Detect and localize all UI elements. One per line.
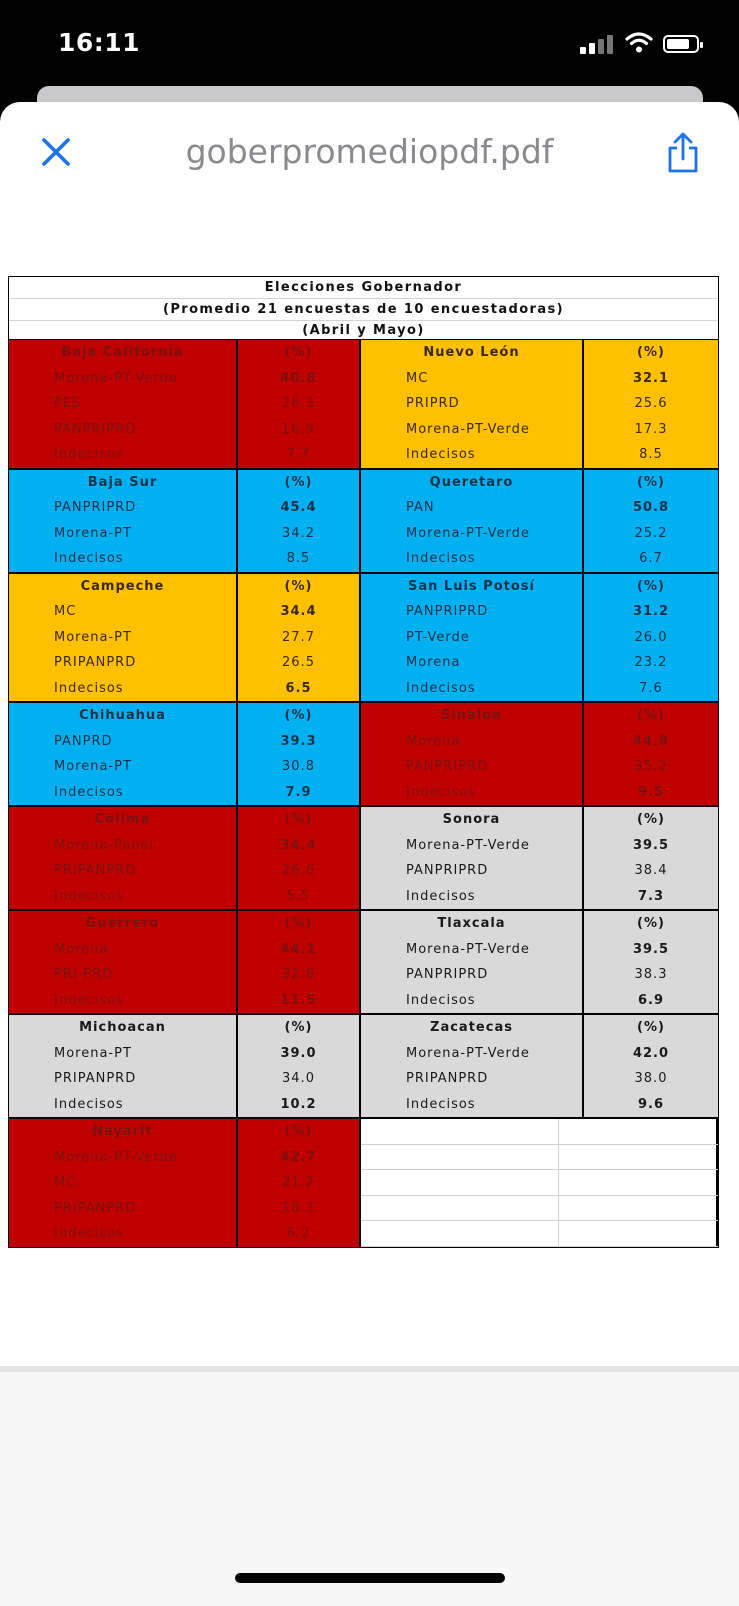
state-header-row bbox=[361, 911, 718, 937]
status-bar bbox=[0, 0, 739, 92]
percent-header: (%) bbox=[637, 708, 665, 723]
party-value: 6.7 bbox=[639, 551, 663, 566]
party-value: 18.3 bbox=[238, 1196, 361, 1222]
share-icon[interactable] bbox=[666, 132, 700, 174]
state-header-row bbox=[9, 574, 361, 600]
table-grid bbox=[9, 339, 718, 1247]
state-name: Nayarit bbox=[9, 1119, 238, 1145]
party-value: 44.8 bbox=[632, 733, 670, 749]
table-row bbox=[361, 676, 718, 702]
empty-row bbox=[361, 1145, 718, 1171]
table-row bbox=[9, 625, 361, 651]
election-table bbox=[8, 276, 719, 1248]
table-row bbox=[361, 599, 718, 625]
party-name: PANPRIPRD bbox=[361, 858, 584, 884]
percent-header: (%) bbox=[637, 578, 665, 594]
empty-cell bbox=[361, 1221, 559, 1246]
party-value: 38.4 bbox=[634, 863, 668, 878]
party-value: 34.0 bbox=[238, 1066, 361, 1092]
party-name: PANPRIPRD bbox=[9, 417, 238, 443]
state-header-row bbox=[9, 1119, 361, 1145]
party-value: 38.3 bbox=[634, 967, 668, 982]
table-row bbox=[9, 442, 361, 468]
table-subtitle: (Promedio 21 encuestas de 10 encuestadoras) bbox=[9, 299, 718, 321]
party-value: 31.2 bbox=[632, 604, 670, 619]
party-name: Indecisos bbox=[9, 1221, 238, 1247]
party-name: PT-Verde bbox=[361, 625, 584, 651]
party-name: Morena-PT bbox=[9, 625, 238, 651]
percent-header: (%) bbox=[637, 916, 665, 931]
party-name: Indecisos bbox=[9, 988, 238, 1014]
party-value: 9.6 bbox=[637, 1096, 665, 1112]
table-row bbox=[361, 546, 718, 572]
table-row bbox=[9, 417, 361, 443]
table-row bbox=[9, 495, 361, 521]
party-name: MC bbox=[361, 366, 584, 392]
party-name: Morena-PT bbox=[9, 1041, 238, 1067]
state-block bbox=[9, 1015, 361, 1119]
party-value: 6.9 bbox=[637, 992, 665, 1008]
state-header-row bbox=[361, 703, 718, 729]
state-name: Queretaro bbox=[361, 470, 584, 496]
party-value: 34.2 bbox=[238, 521, 361, 547]
table-row bbox=[361, 366, 718, 392]
state-name: Sonora bbox=[361, 807, 584, 833]
table-row bbox=[9, 366, 361, 392]
party-name: Indecisos bbox=[9, 884, 238, 910]
party-name: Indecisos bbox=[361, 1092, 584, 1118]
empty-cell bbox=[559, 1145, 718, 1170]
signal-icon bbox=[580, 34, 616, 54]
state-block bbox=[361, 1015, 718, 1119]
party-value: 10.2 bbox=[238, 1092, 361, 1118]
party-value: 50.8 bbox=[632, 500, 670, 515]
table-row bbox=[9, 1221, 361, 1247]
table-row bbox=[9, 1196, 361, 1222]
party-name: PRIPRD bbox=[361, 391, 584, 417]
party-value: 39.5 bbox=[632, 837, 670, 853]
status-time: 16:11 bbox=[58, 28, 141, 57]
party-name: PRIPANPRD bbox=[9, 1196, 238, 1222]
table-row bbox=[361, 1041, 718, 1067]
table-row bbox=[361, 521, 718, 547]
party-value: 40.8 bbox=[238, 366, 361, 392]
party-name: Indecisos bbox=[9, 1092, 238, 1118]
party-name: PRIPANPRD bbox=[9, 650, 238, 676]
party-name: Morena-Panal bbox=[9, 833, 238, 859]
party-name: Morena bbox=[9, 937, 238, 963]
table-row bbox=[9, 391, 361, 417]
state-name: Michoacan bbox=[9, 1015, 238, 1041]
right-column bbox=[361, 340, 718, 1247]
state-name: Campeche bbox=[9, 574, 238, 600]
state-header-row bbox=[361, 340, 718, 366]
state-name: Baja Sur bbox=[9, 470, 238, 496]
table-title: Elecciones Gobernador bbox=[9, 277, 718, 299]
party-value: 25.2 bbox=[634, 525, 668, 541]
party-value: 6.2 bbox=[238, 1221, 361, 1247]
empty-cell bbox=[361, 1145, 559, 1170]
party-value: 32.1 bbox=[632, 370, 670, 386]
party-name: PRI-PRD bbox=[9, 962, 238, 988]
table-row bbox=[361, 1092, 718, 1118]
state-name: Guerrero bbox=[9, 911, 238, 937]
party-name: Indecisos bbox=[361, 988, 584, 1014]
party-value: 26.5 bbox=[238, 650, 361, 676]
party-name: Indecisos bbox=[9, 780, 238, 806]
party-name: PANPRIPRD bbox=[9, 495, 238, 521]
state-block bbox=[9, 1119, 361, 1247]
table-row bbox=[361, 729, 718, 755]
percent-header: (%) bbox=[238, 911, 361, 937]
party-value: 34.4 bbox=[238, 599, 361, 625]
state-header-row bbox=[361, 807, 718, 833]
table-row bbox=[9, 1092, 361, 1118]
table-row bbox=[361, 442, 718, 468]
table-row bbox=[9, 1041, 361, 1067]
state-header-row bbox=[9, 340, 361, 366]
table-row bbox=[9, 780, 361, 806]
party-value: 16.9 bbox=[238, 417, 361, 443]
state-block bbox=[361, 807, 718, 911]
table-row bbox=[361, 1066, 718, 1092]
party-name: Morena-PT-Verde bbox=[361, 937, 584, 963]
empty-cell bbox=[361, 1196, 559, 1221]
empty-cell bbox=[361, 1119, 559, 1144]
table-row bbox=[9, 676, 361, 702]
state-name: Tlaxcala bbox=[361, 911, 584, 937]
party-value: 39.0 bbox=[238, 1041, 361, 1067]
table-row bbox=[9, 833, 361, 859]
party-value: 26.3 bbox=[238, 391, 361, 417]
table-row bbox=[9, 1170, 361, 1196]
state-name: Zacatecas bbox=[361, 1015, 584, 1041]
table-row bbox=[9, 884, 361, 910]
percent-header: (%) bbox=[238, 470, 361, 496]
table-row bbox=[361, 391, 718, 417]
party-value: 6.5 bbox=[238, 676, 361, 702]
table-row bbox=[361, 858, 718, 884]
state-name: Sinaloa bbox=[361, 703, 584, 729]
party-value: 35.2 bbox=[634, 759, 668, 774]
bottom-toolbar bbox=[0, 1366, 739, 1606]
state-header-row bbox=[9, 1015, 361, 1041]
table-row bbox=[9, 650, 361, 676]
empty-row bbox=[361, 1196, 718, 1222]
party-name: MC bbox=[9, 599, 238, 625]
state-header-row bbox=[361, 574, 718, 600]
party-name: PAN bbox=[361, 495, 584, 521]
state-header-row bbox=[9, 470, 361, 496]
home-indicator[interactable] bbox=[235, 1573, 505, 1583]
party-value: 17.3 bbox=[634, 421, 668, 437]
state-block bbox=[361, 703, 718, 807]
battery-icon bbox=[663, 35, 699, 53]
wifi-icon bbox=[625, 30, 653, 54]
empty-block bbox=[361, 1119, 718, 1247]
state-header-row bbox=[9, 807, 361, 833]
table-row bbox=[9, 1145, 361, 1171]
party-name: PRIPANPRD bbox=[361, 1066, 584, 1092]
party-value: 7.3 bbox=[637, 888, 665, 904]
party-value: 7.6 bbox=[639, 680, 663, 696]
party-name: PANPRD bbox=[9, 729, 238, 755]
percent-header: (%) bbox=[637, 474, 665, 490]
party-name: Indecisos bbox=[9, 676, 238, 702]
party-value: 23.2 bbox=[634, 655, 668, 670]
table-row bbox=[361, 833, 718, 859]
table-row bbox=[361, 884, 718, 910]
party-name: Morena-PT bbox=[9, 754, 238, 780]
empty-cell bbox=[361, 1170, 559, 1195]
table-row bbox=[361, 625, 718, 651]
state-block bbox=[9, 340, 361, 470]
empty-row bbox=[361, 1170, 718, 1196]
party-value: 8.5 bbox=[639, 447, 663, 462]
party-value: 7.7 bbox=[238, 442, 361, 468]
state-header-row bbox=[361, 1015, 718, 1041]
party-name: PES bbox=[9, 391, 238, 417]
party-name: Morena-PT-Verde bbox=[361, 417, 584, 443]
empty-row bbox=[361, 1119, 718, 1145]
party-value: 42.0 bbox=[632, 1045, 670, 1061]
table-row bbox=[9, 988, 361, 1014]
table-row bbox=[9, 599, 361, 625]
state-block bbox=[361, 470, 718, 574]
percent-header: (%) bbox=[637, 1020, 665, 1035]
state-block bbox=[9, 470, 361, 574]
party-name: Indecisos bbox=[9, 442, 238, 468]
table-period: (Abril y Mayo) bbox=[302, 323, 425, 338]
state-block bbox=[361, 911, 718, 1015]
party-name: PRIPANPRD bbox=[9, 1066, 238, 1092]
empty-cell bbox=[559, 1221, 718, 1246]
table-row bbox=[9, 754, 361, 780]
state-header-row bbox=[9, 703, 361, 729]
party-name: PRIPANPRD bbox=[9, 858, 238, 884]
party-value: 32.8 bbox=[238, 962, 361, 988]
table-row bbox=[9, 962, 361, 988]
percent-header: (%) bbox=[238, 1015, 361, 1041]
percent-header: (%) bbox=[238, 340, 361, 366]
party-name: PANPRIPRD bbox=[361, 754, 584, 780]
table-row bbox=[9, 937, 361, 963]
party-name: PANPRIPRD bbox=[361, 962, 584, 988]
percent-header: (%) bbox=[238, 807, 361, 833]
party-value: 39.3 bbox=[238, 729, 361, 755]
document-title: goberpromediopdf.pdf bbox=[185, 132, 554, 171]
party-value: 5.5 bbox=[238, 884, 361, 910]
party-value: 7.9 bbox=[238, 780, 361, 806]
party-value: 42.7 bbox=[238, 1145, 361, 1171]
table-row bbox=[361, 962, 718, 988]
table-row bbox=[361, 780, 718, 806]
party-value: 30.8 bbox=[238, 754, 361, 780]
state-block bbox=[361, 340, 718, 470]
empty-row bbox=[361, 1221, 718, 1247]
party-value: 11.5 bbox=[238, 988, 361, 1014]
state-block bbox=[9, 703, 361, 807]
percent-header: (%) bbox=[238, 574, 361, 600]
empty-cell bbox=[559, 1119, 718, 1144]
party-value: 39.5 bbox=[632, 941, 670, 957]
state-name: San Luis Potosí bbox=[361, 574, 584, 600]
party-value: 27.7 bbox=[238, 625, 361, 651]
party-name: Morena bbox=[361, 729, 584, 755]
state-name: Baja California bbox=[9, 340, 238, 366]
empty-cell bbox=[559, 1170, 718, 1195]
state-block bbox=[361, 574, 718, 704]
party-name: Indecisos bbox=[361, 780, 584, 806]
table-row bbox=[9, 546, 361, 572]
party-name: Morena-PT-Verde bbox=[361, 521, 584, 547]
party-value: 26.6 bbox=[238, 858, 361, 884]
party-name: PANPRIPRD bbox=[361, 599, 584, 625]
party-name: Indecisos bbox=[9, 546, 238, 572]
party-value: 45.4 bbox=[238, 495, 361, 521]
state-name: Nuevo León bbox=[361, 340, 584, 366]
table-row bbox=[361, 988, 718, 1014]
party-value: 9.5 bbox=[637, 784, 665, 800]
state-block bbox=[9, 807, 361, 911]
state-header-row bbox=[9, 911, 361, 937]
percent-header: (%) bbox=[238, 1119, 361, 1145]
party-name: Morena bbox=[361, 650, 584, 676]
table-row bbox=[9, 1066, 361, 1092]
table-row bbox=[361, 754, 718, 780]
party-name: Indecisos bbox=[361, 676, 584, 702]
table-row bbox=[9, 858, 361, 884]
party-name: Indecisos bbox=[361, 546, 584, 572]
party-value: 26.0 bbox=[634, 629, 668, 645]
party-name: Morena-PT-Verde bbox=[9, 366, 238, 392]
percent-header: (%) bbox=[637, 812, 665, 827]
percent-header: (%) bbox=[637, 345, 665, 360]
state-header-row bbox=[361, 470, 718, 496]
party-name: Indecisos bbox=[361, 442, 584, 468]
state-block bbox=[9, 574, 361, 704]
state-name: Chihuahua bbox=[9, 703, 238, 729]
party-name: Morena-PT-Verde bbox=[361, 1041, 584, 1067]
state-block bbox=[9, 911, 361, 1015]
party-value: 34.4 bbox=[238, 833, 361, 859]
party-value: 44.1 bbox=[238, 937, 361, 963]
percent-header: (%) bbox=[238, 703, 361, 729]
party-name: Morena-PT-Verde bbox=[9, 1145, 238, 1171]
empty-cell bbox=[559, 1196, 718, 1221]
party-name: Morena-PT bbox=[9, 521, 238, 547]
table-row bbox=[9, 729, 361, 755]
party-name: Indecisos bbox=[361, 884, 584, 910]
table-row bbox=[361, 650, 718, 676]
table-row bbox=[361, 417, 718, 443]
party-value: 25.6 bbox=[634, 396, 668, 411]
table-row bbox=[361, 495, 718, 521]
party-value: 21.2 bbox=[238, 1170, 361, 1196]
party-value: 38.0 bbox=[634, 1071, 668, 1086]
party-value: 8.5 bbox=[238, 546, 361, 572]
party-name: MC bbox=[9, 1170, 238, 1196]
table-row bbox=[9, 521, 361, 547]
state-name: Colima bbox=[9, 807, 238, 833]
left-column bbox=[9, 340, 361, 1247]
table-row bbox=[361, 937, 718, 963]
party-name: Morena-PT-Verde bbox=[361, 833, 584, 859]
